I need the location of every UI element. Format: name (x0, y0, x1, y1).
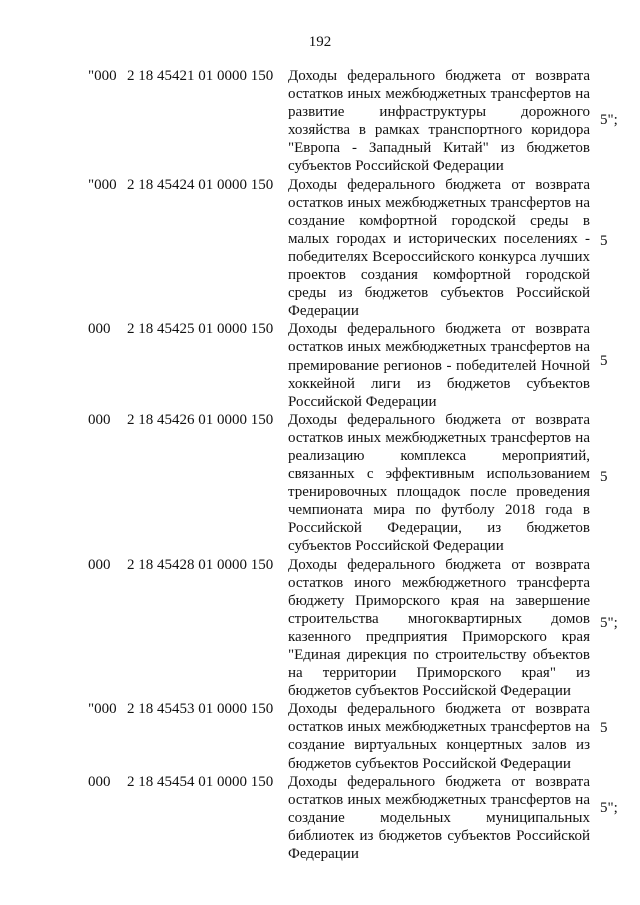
classification-code: 2 18 45421 01 0000 150 (127, 68, 274, 84)
table-row (0, 320, 640, 410)
revenue-description: Доходы федерального бюджета от возврата остатков иных межбюджетных трансфертов на создание модельных муниципальных библиотек из бюджетов субъектов Российской Федерации (288, 773, 590, 863)
revenue-description: Доходы федерального бюджета от возврата остатков иных межбюджетных трансфертов на премирование регионов - победителей Ночной хоккейной лиги из бюджетов субъектов Российской Федерации (288, 321, 590, 410)
group-code: 5 (600, 468, 608, 485)
group-code: 5"; (600, 614, 618, 631)
admin-code: 000 (88, 773, 111, 790)
group-code: 5"; (600, 799, 618, 816)
page-number: 192 (308, 34, 332, 50)
classification-code: 2 18 45428 01 0000 150 (127, 556, 274, 573)
table-row (0, 176, 640, 321)
table-row (0, 67, 640, 176)
group-code: 5"; (600, 112, 618, 128)
classification-code: 2 18 45424 01 0000 150 (127, 176, 274, 193)
group-code: 5 (600, 232, 608, 249)
admin-code: "000 (88, 701, 117, 718)
classification-code: 2 18 45453 01 0000 150 (127, 701, 274, 718)
revenue-description: Доходы федерального бюджета от возврата остатков иных межбюджетных трансфертов на создание комфортной городской среды в малых городах и исторических поселениях - победителях Всероссийского конкурса лучших проектов создания комфортной городской среды из бюджетов субъектов Российской Федерации (288, 176, 590, 320)
revenue-description: Доходы федерального бюджета от возврата остатков иного межбюджетного трансферта бюджету Приморского края на завершение строительства многоквартирных домов казенного предприятия Приморского края "Единая дирекция по строительству объектов на территории Приморского края" из бюджетов субъектов Российской Федерации (288, 556, 590, 700)
classification-code: 2 18 45425 01 0000 150 (127, 321, 274, 338)
classification-code: 2 18 45426 01 0000 150 (127, 411, 274, 428)
admin-code: 000 (88, 321, 111, 338)
group-code: 5 (600, 720, 608, 737)
admin-code: 000 (88, 556, 111, 573)
admin-code: "000 (88, 176, 117, 193)
group-code: 5 (600, 353, 608, 370)
revenue-description: Доходы федерального бюджета от возврата остатков иных межбюджетных трансфертов на создание виртуальных концертных залов из бюджетов субъектов Российской Федерации (288, 701, 590, 772)
table-row (0, 773, 640, 863)
budget-code-table (0, 67, 640, 863)
table-row (0, 556, 640, 701)
classification-code: 2 18 45454 01 0000 150 (127, 773, 274, 790)
revenue-description: Доходы федерального бюджета от возврата остатков иных межбюджетных трансфертов на развитие инфраструктуры дорожного хозяйства в рамках транспортного коридора "Европа - Западный Китай" из бюджетов субъектов Российской Федерации (288, 68, 590, 175)
admin-code: "000 (88, 68, 117, 84)
admin-code: 000 (88, 411, 111, 428)
table-row (0, 700, 640, 772)
revenue-description: Доходы федерального бюджета от возврата остатков иных межбюджетных трансфертов на реализацию комплекса мероприятий, связанных с эффективным использованием тренировочных площадок после проведения чемпионата мира по футболу 2018 года в Российской Федерации, из бюджетов субъектов Российской Федерации (288, 411, 590, 555)
table-row (0, 411, 640, 556)
